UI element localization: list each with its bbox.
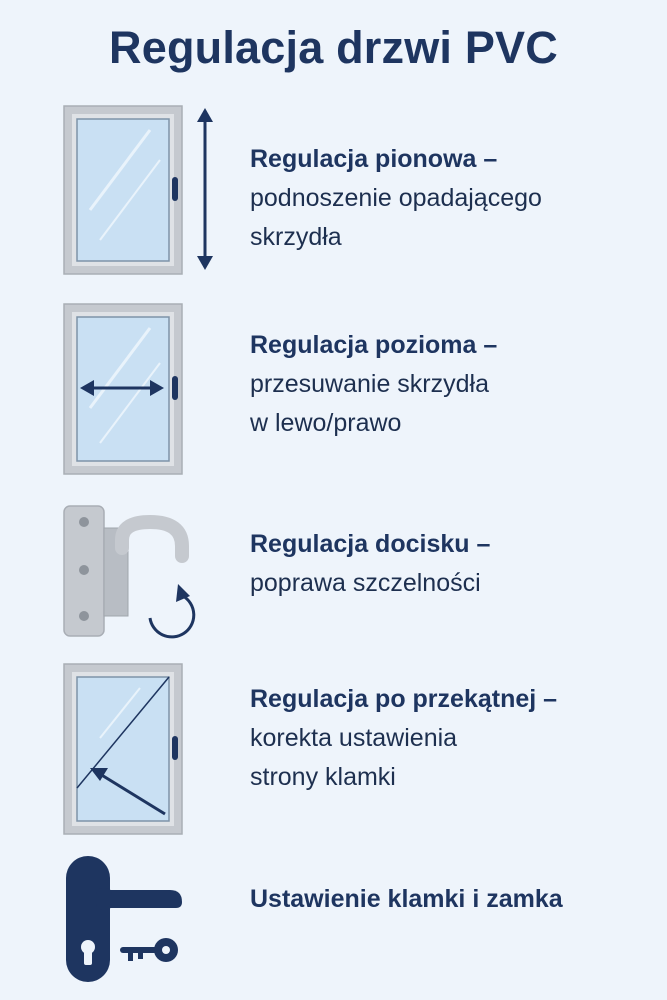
list-item-vertical (0, 100, 667, 280)
list-item-horizontal (0, 298, 667, 478)
item-heading: Regulacja docisku – (250, 530, 491, 558)
item-description: korekta ustawienia (250, 724, 458, 752)
vertical-adjustment-icon (0, 100, 240, 280)
item-heading: Regulacja pionowa – (250, 145, 498, 173)
page-title: Regulacja drzwi PVC (109, 22, 558, 73)
item-heading: Regulacja pozioma – (250, 331, 498, 359)
diagonal-adjustment-icon (0, 658, 240, 838)
horizontal-adjustment-icon (0, 298, 240, 478)
list-item-pressure (0, 500, 667, 645)
item-description: w lewo/prawo (250, 409, 402, 437)
item-description: strony klamki (250, 763, 396, 791)
handle-lock-icon (0, 852, 240, 992)
item-heading: Ustawienie klamki i zamka (250, 885, 563, 913)
item-description: skrzydła (250, 223, 342, 251)
item-description: przesuwanie skrzydła (250, 370, 489, 398)
item-heading: Regulacja po przekątnej – (250, 685, 558, 713)
item-description: poprawa szczelności (250, 569, 481, 597)
hinge-pressure-icon (0, 500, 240, 645)
item-description: podnoszenie opadającego (250, 184, 542, 212)
list-item-handle (0, 852, 667, 992)
list-item-diagonal (0, 658, 667, 838)
